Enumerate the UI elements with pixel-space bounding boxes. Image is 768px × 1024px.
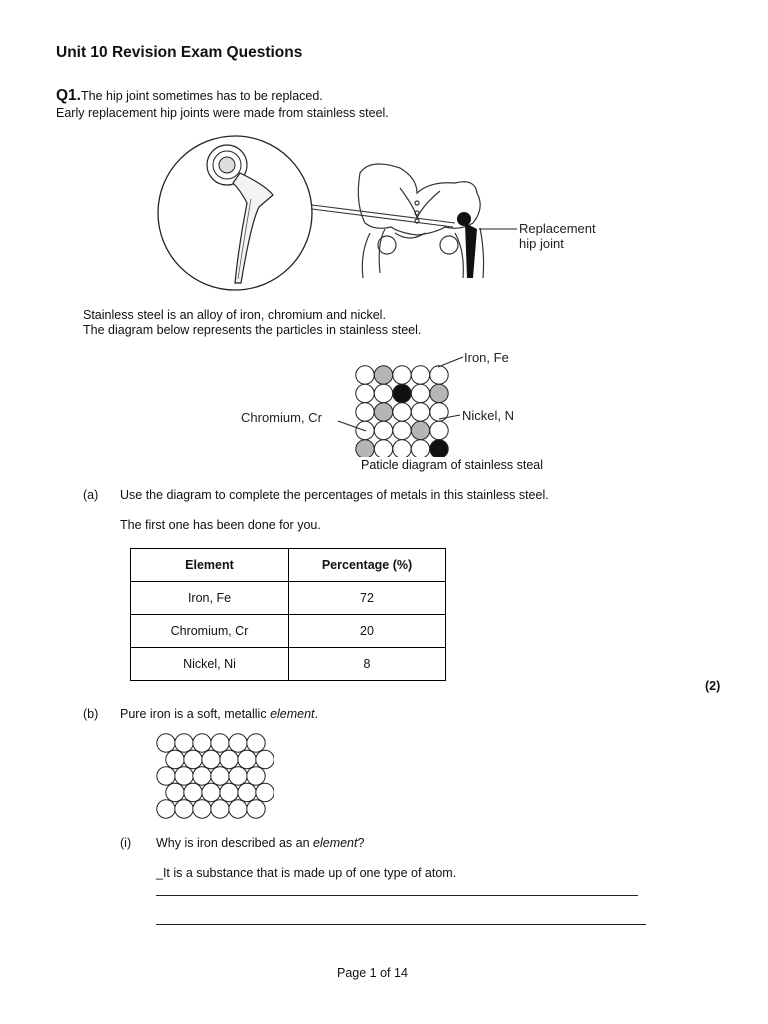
- iron-atom: [411, 384, 429, 402]
- iron-atom: [184, 750, 202, 768]
- chromium-atom: [374, 366, 392, 384]
- iron-atom: [430, 403, 448, 421]
- iron-atom: [374, 384, 392, 402]
- page-title: Unit 10 Revision Exam Questions: [56, 44, 303, 61]
- part-b-label: (b): [83, 707, 99, 721]
- iron-atom: [220, 783, 238, 801]
- iron-atom: [256, 750, 274, 768]
- percentage-table: [130, 548, 446, 681]
- table-row: [131, 582, 446, 615]
- cell-percentage: 72: [289, 582, 446, 615]
- iron-atom: [211, 734, 229, 752]
- pure-iron-particle-diagram: [154, 733, 274, 819]
- sub-i-question: Why is iron described as an element?: [156, 836, 365, 850]
- iron-atom: [193, 767, 211, 785]
- iron-atom: [166, 783, 184, 801]
- nickel-atom: [393, 384, 411, 402]
- iron-atom: [393, 421, 411, 439]
- iron-atom: [193, 800, 211, 818]
- iron-atom: [238, 750, 256, 768]
- chromium-atom: [374, 403, 392, 421]
- part-a-note: The first one has been done for you.: [120, 518, 321, 532]
- table-header-row: [131, 549, 446, 582]
- header-element: Element: [131, 549, 289, 582]
- iron-particle-grid: [157, 734, 274, 818]
- iron-atom: [211, 800, 229, 818]
- iron-atom: [211, 767, 229, 785]
- iron-atom: [393, 440, 411, 457]
- iron-atom: [175, 734, 193, 752]
- iron-atom: [229, 734, 247, 752]
- iron-atom: [411, 366, 429, 384]
- iron-atom: [202, 783, 220, 801]
- cell-element: Iron, Fe: [131, 582, 289, 615]
- iron-atom: [193, 734, 211, 752]
- cell-percentage[interactable]: 8: [289, 648, 446, 681]
- iron-atom: [411, 403, 429, 421]
- iron-atom: [247, 767, 265, 785]
- particle-diagram-caption: Paticle diagram of stainless steal: [361, 458, 544, 472]
- answer-line-1[interactable]: [156, 895, 638, 896]
- chromium-atom: [356, 440, 374, 457]
- iron-atom: [356, 403, 374, 421]
- chromium-atom: [430, 384, 448, 402]
- page-footer: Page 1 of 14: [337, 966, 408, 980]
- marks-indicator: (2): [705, 679, 721, 693]
- iron-atom: [229, 800, 247, 818]
- answer-text[interactable]: _It is a substance that is made up of one type of atom.: [156, 866, 457, 880]
- alloy-line-1: Stainless steel is an alloy of iron, chromium and nickel.: [83, 308, 386, 322]
- implant-stem-skeleton: [465, 223, 477, 278]
- sub-i-label: (i): [120, 836, 132, 850]
- implant-head-skeleton: [457, 212, 471, 226]
- iron-atom: [157, 734, 175, 752]
- cell-element: Chromium, Cr: [131, 615, 289, 648]
- iron-atom: [166, 750, 184, 768]
- iron-atom: [256, 783, 274, 801]
- iron-atom: [238, 783, 256, 801]
- iron-atom: [411, 440, 429, 457]
- iron-atom: [220, 750, 238, 768]
- hip-label-line1: Replacement: [519, 221, 596, 236]
- iron-atom: [175, 800, 193, 818]
- alloy-particle-grid: [356, 366, 448, 457]
- nickel-atom: [430, 440, 448, 457]
- iron-atom: [374, 440, 392, 457]
- table-row: [131, 648, 446, 681]
- iron-atom: [202, 750, 220, 768]
- iron-atom: [374, 421, 392, 439]
- question-line-2: Early replacement hip joints were made from stainless steel.: [56, 106, 389, 120]
- iron-atom: [247, 800, 265, 818]
- iron-atom: [393, 366, 411, 384]
- iron-atom: [393, 403, 411, 421]
- label-iron: Iron, Fe: [464, 350, 509, 365]
- table-row: [131, 615, 446, 648]
- hip-joint-illustration: [155, 133, 625, 293]
- iron-atom: [430, 366, 448, 384]
- cell-element: Nickel, Ni: [131, 648, 289, 681]
- iron-atom: [430, 421, 448, 439]
- question-1-intro: [56, 87, 323, 105]
- iron-atom: [356, 384, 374, 402]
- answer-line-2[interactable]: [156, 924, 646, 925]
- part-a-instruction: Use the diagram to complete the percentages of metals in this stainless steel.: [120, 488, 549, 502]
- stainless-steel-particle-diagram: [230, 345, 550, 457]
- hip-label-line2: hip joint: [519, 236, 564, 251]
- alloy-line-2: The diagram below represents the particles in stainless steel.: [83, 323, 422, 337]
- question-number: Q1.: [56, 87, 81, 104]
- label-nickel: Nickel, N: [462, 408, 515, 423]
- iron-atom: [356, 366, 374, 384]
- label-chromium: Chromium, Cr: [241, 410, 322, 425]
- iron-atom: [157, 767, 175, 785]
- iron-atom: [247, 734, 265, 752]
- iron-atom: [184, 783, 202, 801]
- header-percentage: Percentage (%): [289, 549, 446, 582]
- iron-atom: [229, 767, 247, 785]
- question-line-1: The hip joint sometimes has to be replaced.: [80, 89, 323, 103]
- iron-atom: [175, 767, 193, 785]
- chromium-atom: [411, 421, 429, 439]
- part-a-label: (a): [83, 488, 99, 502]
- cell-percentage[interactable]: 20: [289, 615, 446, 648]
- iron-atom: [157, 800, 175, 818]
- part-b-text: Pure iron is a soft, metallic element.: [120, 707, 319, 721]
